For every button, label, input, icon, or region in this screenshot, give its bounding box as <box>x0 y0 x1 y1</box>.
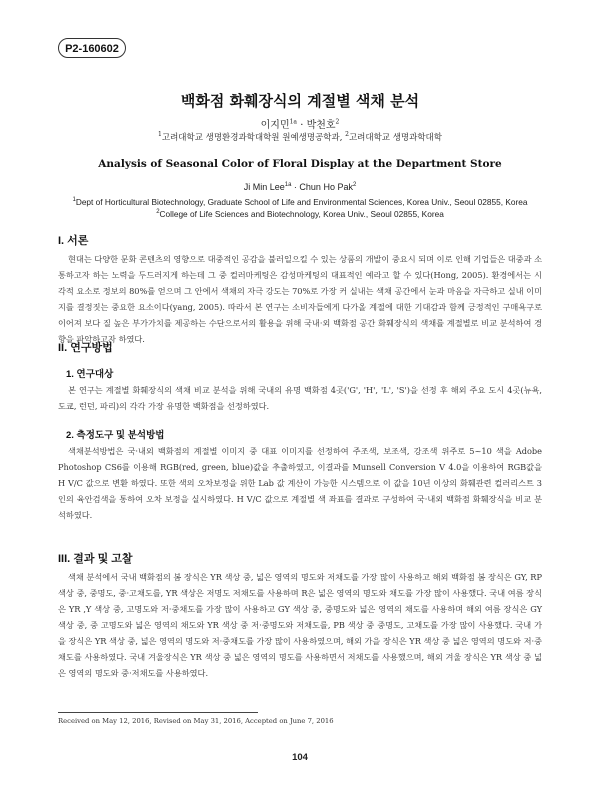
aff-en-n1: 1 <box>72 197 76 204</box>
author-separator-ko: · <box>297 120 307 131</box>
abstract-id-badge: P2-160602 <box>58 38 126 58</box>
author-2-ko: 박천호 <box>306 120 336 131</box>
section-heading-introduction: I. 서론 <box>58 235 89 247</box>
affiliation-english-1 <box>40 197 560 207</box>
subsection-heading-measurement: 2. 측정도구 및 분석방법 <box>66 430 165 441</box>
author-1-en: Ji Min Lee <box>243 182 285 192</box>
author-1-ko-sup: 1a <box>289 118 298 126</box>
section-heading-results: III. 결과 및 고찰 <box>58 553 133 565</box>
aff-ko-2: 고려대학교 생명과학대학 <box>348 133 442 143</box>
affiliations-korean <box>0 131 600 143</box>
author-1-en-sup: 1a <box>284 182 292 188</box>
section-heading-methods: II. 연구방법 <box>58 342 113 354</box>
paragraph-introduction: 현대는 다양한 문화 콘텐츠의 영향으로 대중적인 공감을 불러일으킬 수 있는 상품의 개발이 중요시 되며 이로 인해 기업들은 대중과 소통하고자 하는 노력을 두드러지게 하는데 그 중 컬러마케팅은 감성마케팅의 대표적인 예라고 할 수 있다(Hong, 2005). 환경에서는 시각적 요소로 정보의 80%를 얻으며 그 안에서 색채의 자극 강도는 70%로 가장 커 실내는 색채 공간에서 눈과 마음을 자극하고 실내 이미지를 결정짓는 중요한 요소이다(yang, 2005). 따라서 본 연구는 소비자들에게 다가올 계절에 대한 기대감과 함께 긍정적인 구매욕구로 이어져 보다 질 높은 부가가치를 제공하는 수단으로서의 활용을 위해 국내·외 백화점 공간 화훼장식의 색채를 계절별로 비교 분석하여 경향을 파악하고자 하였다. <box>58 254 542 344</box>
aff-en-2: College of Life Sciences and Biotechnology, Korea Univ., Seoul 02855, Korea <box>159 209 444 219</box>
title-english: Analysis of Seasonal Color of Floral Display at the Department Store <box>98 158 502 170</box>
authors-english <box>0 182 600 192</box>
received-dates-footnote: Received on May 12, 2016, Revised on May 31, 2016, Accepted on June 7, 2016 <box>58 717 334 725</box>
page-number: 104 <box>292 752 308 763</box>
paragraph-measurement: 색채분석방법은 국·내외 백화점의 계절별 이미지 중 대표 이미지를 선정하여 주조색, 보조색, 강조색 위주로 5~10 색을 Adobe Photoshop CS6를 이용해 RGB(red, green, blue)값을 추출하였고, 이결과를 Munsell Conversion V 4.0을 이용하여 RGB값을 H V/C 값으로 변환 하였다. 또한 색의 오차보정을 위한 Lab 값 계산이 가능한 시스템으로 이 값을 10년 이상의 화훼관련 컬러리스트 3인의 육안검색을 통하여 오차 보정을 실시하였다. H V/C 값으로 계절별 색 좌표를 결과로 구성하여 국·내외 백화점 화훼장식을 비교 분석하였다. <box>58 446 542 520</box>
title-korean: 백화점 화훼장식의 계절별 색채 분석 <box>180 92 420 110</box>
author-separator-en: · <box>291 182 300 192</box>
affiliation-english-2 <box>40 209 560 219</box>
aff-ko-n2: 2 <box>345 131 349 139</box>
paragraph-results: 색채 분석에서 국내 백화점의 봄 장식은 YR 색상 중, 넓은 영역의 명도와 저채도를 가장 많이 사용하고 해외 백화점 봄 장식은 GY, RP 색상 중, 중명도, 중·고채도를, YR 색상은 저명도 저채도를 사용하며 R은 넓은 영역의 명도와 채도를 가장 많이 사용했다. 국내 여름 장식은 YR ,Y 색상 중, 고명도와 저·중채도를 가장 많이 사용하고 GY 색상 중, 중명도와 넓은 영역의 채도를 사용하며 해외 여름 장식은 GY 색상 중, 중 고명도와 넓은 영역의 채도와 YR 색상 중 저·중명도와 저채도를, PB 색상 중 중명도, 고채도를 가장 많이 사용했다. 국내 가을 장식은 YR 색상 중, 넓은 영역의 명도와 저·중채도를 가장 많이 사용하였으며, 해외 가을 장식은 YR 색상 중 넓은 영역의 명도와 저·중채도를 사용하였다. 국내 겨울장식은 YR 색상 중 넓은 영역의 명도를 사용하면서 저채도를 사용했으며, 해외 겨울 장식은 YR 색상 중 넓은 영역의 명도와 중·저채도를 사용하였다. <box>58 572 542 678</box>
author-2-en: Chun Ho Pak <box>299 182 353 192</box>
author-1-ko: 이지민 <box>260 120 290 131</box>
aff-en-1: Dept of Horticultural Biotechnology, Graduate School of Life and Environmental Sciences, Korea Univ., Seoul 02855, Korea <box>75 197 528 207</box>
subsection-heading-subjects: 1. 연구대상 <box>66 369 114 380</box>
footnote-divider <box>58 712 258 713</box>
author-2-ko-sup: 2 <box>335 118 340 126</box>
author-2-en-sup: 2 <box>352 182 357 188</box>
aff-en-n2: 2 <box>156 209 160 216</box>
aff-ko-1: 고려대학교 생명환경과학대학원 원예생명공학과, <box>161 133 346 143</box>
aff-ko-n1: 1 <box>158 131 162 139</box>
paragraph-subjects: 본 연구는 계절별 화훼장식의 색채 비교 분석을 위해 국내의 유명 백화점 4곳('G', 'H', 'L', 'S')을 선정 후 해외 주요 도시 4곳(뉴욕, 도쿄, 런던, 파리)의 각각 가장 유명한 백화점을 선정하였다. <box>58 385 542 411</box>
authors-korean <box>0 116 600 131</box>
